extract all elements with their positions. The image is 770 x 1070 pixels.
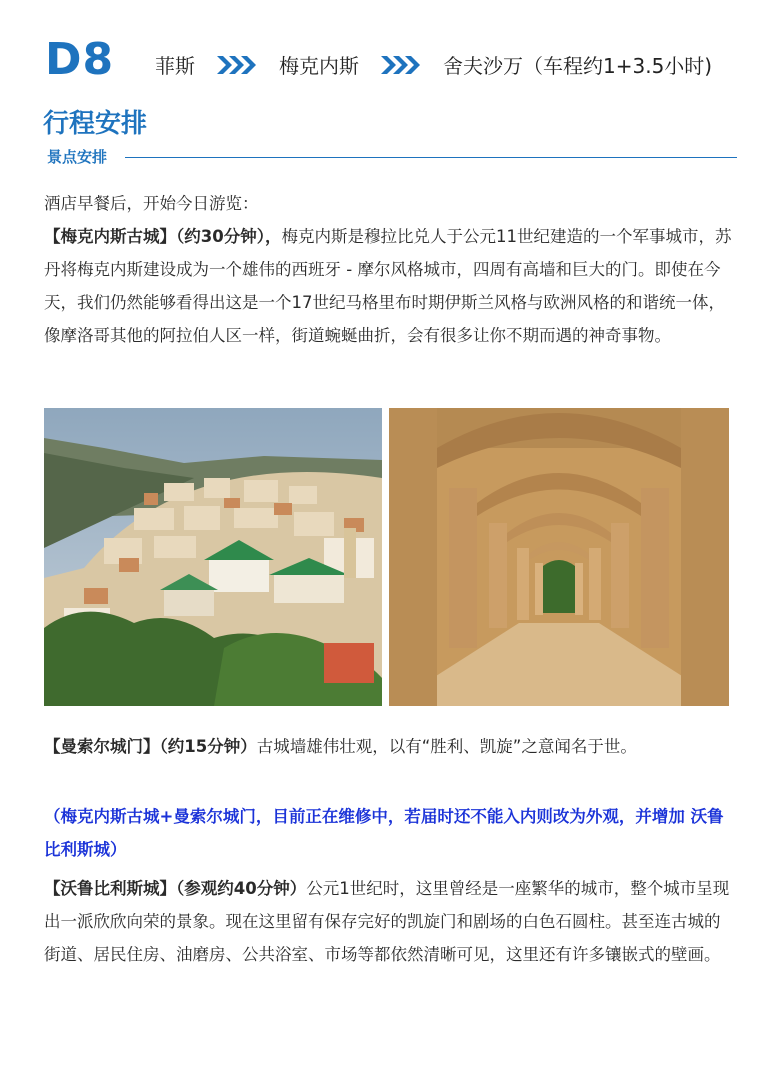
- intro-text: 酒店早餐后，开始今日游览：: [44, 194, 259, 213]
- attraction-duration: （约15分钟）: [159, 737, 257, 756]
- photo-stone-arches: [389, 408, 729, 706]
- attraction-description: 公元1世纪时，这里曾经是一座繁华的城市，整个城市呈现出一派欣欣向荣的景象。现在这里留有保存完好的凯旋门和剧场的白色石圆柱。甚至连古城的街道、居民住房、油磨房、公共浴室、市场等都依然清晰可见，这里还有许多镶嵌式的壁画。: [44, 879, 730, 964]
- attraction-volubilis: [44, 872, 734, 971]
- attraction-description: 古城墙雄伟壮观，以有“胜利、凯旋”之意闻名于世。: [256, 737, 637, 756]
- attraction-description: 梅克内斯是穆拉比兑人于公元11世纪建造的一个军事城市，苏丹将梅克内斯建设成为一个雄伟的西班牙 - 摩尔风格城市，四周有高墙和巨大的门。即使在今天，我们仍然能够看得出这是一个17世纪马格里布时期伊斯兰风格与欧洲风格的和谐统一体，像摩洛哥其他的阿拉伯人区一样，街道蜿蜒曲折，会有很多让你不期而遇的神奇事物。: [44, 227, 732, 345]
- attraction-name: 【沃鲁比利斯城】: [44, 879, 176, 898]
- triple-chevron-icon: [379, 53, 423, 77]
- attraction-duration: （约30分钟），: [176, 227, 282, 246]
- route-stop-1: 菲斯: [155, 54, 195, 78]
- section-subtitle: 景点安排: [47, 148, 108, 166]
- attraction-duration: （参观约40分钟）: [176, 879, 307, 898]
- attraction-name: 【梅克内斯古城】: [44, 227, 176, 246]
- photo-moulay-idriss-town: [44, 408, 382, 706]
- section-subtitle-row: [47, 146, 737, 170]
- attraction-bab-mansour: [44, 730, 734, 763]
- route-stop-2: 梅克内斯: [279, 54, 359, 78]
- section-title: 行程安排: [43, 109, 148, 139]
- day-header: [0, 0, 770, 100]
- route-stop-3: 舍夫沙万（车程约1+3.5小时): [443, 54, 713, 78]
- attraction-name: 【曼索尔城门】: [44, 737, 160, 756]
- attraction-meknes: [44, 220, 734, 352]
- divider: [125, 157, 737, 158]
- triple-chevron-icon: [215, 53, 259, 77]
- day-number: D8: [45, 34, 115, 85]
- route: [155, 50, 712, 79]
- maintenance-notice: （梅克内斯古城+曼索尔城门，目前正在维修中，若届时还不能入内则改为外观，并增加 沃鲁比利斯城）: [44, 807, 724, 859]
